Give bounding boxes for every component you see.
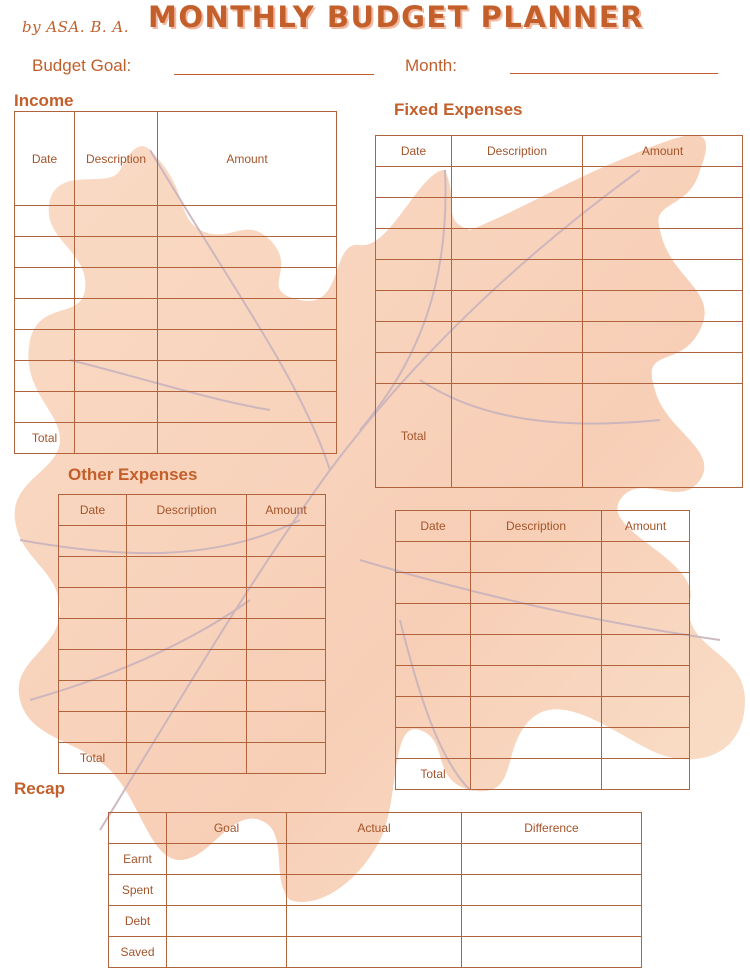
table-cell[interactable] <box>583 198 743 229</box>
table-cell[interactable] <box>167 937 287 968</box>
table-cell[interactable] <box>287 844 462 875</box>
table-cell[interactable] <box>462 875 642 906</box>
other-header-description: Description <box>127 495 247 526</box>
table-cell[interactable] <box>452 322 583 353</box>
table-cell[interactable] <box>287 906 462 937</box>
other-total-amount[interactable] <box>247 743 326 774</box>
other-expenses-heading: Other Expenses <box>68 465 198 484</box>
other-header-amount: Amount <box>247 495 326 526</box>
table-row <box>396 666 690 697</box>
table-cell[interactable] <box>167 844 287 875</box>
table-cell[interactable] <box>127 743 247 774</box>
table-cell[interactable] <box>167 906 287 937</box>
fixed-total-label: Total <box>376 384 452 488</box>
table-cell[interactable] <box>602 604 690 635</box>
table-cell[interactable] <box>247 619 326 650</box>
table-cell[interactable] <box>462 937 642 968</box>
table-cell[interactable] <box>247 712 326 743</box>
table-cell[interactable] <box>471 666 602 697</box>
table-cell[interactable] <box>247 650 326 681</box>
table-cell[interactable] <box>167 875 287 906</box>
table-cell[interactable] <box>396 573 471 604</box>
table-row <box>376 229 743 260</box>
table-cell[interactable] <box>471 542 602 573</box>
table-cell[interactable] <box>602 697 690 728</box>
table-cell[interactable] <box>59 650 127 681</box>
table-cell[interactable] <box>376 229 452 260</box>
table-cell[interactable] <box>59 619 127 650</box>
recap-header-goal: Goal <box>167 813 287 844</box>
other-total-label: Total <box>59 743 127 774</box>
table-cell[interactable] <box>127 650 247 681</box>
fixed-header-date: Date <box>376 136 452 167</box>
table-cell[interactable] <box>602 728 690 759</box>
extra-total-label: Total <box>396 759 471 790</box>
table-row <box>109 937 642 968</box>
table-cell[interactable] <box>75 237 158 268</box>
table-cell[interactable] <box>602 542 690 573</box>
table-cell[interactable] <box>158 268 337 299</box>
table-cell[interactable] <box>287 875 462 906</box>
income-header-amount: Amount <box>158 112 337 206</box>
table-cell[interactable] <box>396 542 471 573</box>
table-cell[interactable] <box>452 198 583 229</box>
table-cell[interactable] <box>452 353 583 384</box>
table-cell[interactable] <box>583 260 743 291</box>
table-row <box>59 557 326 588</box>
table-row <box>59 650 326 681</box>
table-row <box>109 906 642 937</box>
table-cell[interactable] <box>15 330 75 361</box>
table-cell[interactable] <box>247 681 326 712</box>
table-cell[interactable] <box>396 728 471 759</box>
table-cell[interactable] <box>376 260 452 291</box>
table-row-total <box>15 423 337 454</box>
table-cell[interactable] <box>583 167 743 198</box>
table-cell[interactable] <box>602 666 690 697</box>
table-cell[interactable] <box>471 728 602 759</box>
table-row <box>376 198 743 229</box>
table-cell[interactable] <box>376 291 452 322</box>
table-row <box>376 260 743 291</box>
recap-row-debt: Debt <box>109 906 167 937</box>
table-cell[interactable] <box>583 322 743 353</box>
table-cell[interactable] <box>158 206 337 237</box>
table-row <box>59 588 326 619</box>
recap-row-saved: Saved <box>109 937 167 968</box>
table-row <box>376 291 743 322</box>
other-expenses-table <box>58 494 326 774</box>
table-cell[interactable] <box>158 361 337 392</box>
table-row-total <box>59 743 326 774</box>
recap-table <box>108 812 642 968</box>
table-cell[interactable] <box>452 167 583 198</box>
table-row <box>15 268 337 299</box>
income-header-description: Description <box>75 112 158 206</box>
table-row <box>59 526 326 557</box>
table-cell[interactable] <box>59 557 127 588</box>
table-cell[interactable] <box>75 361 158 392</box>
table-cell[interactable] <box>127 588 247 619</box>
table-row <box>15 206 337 237</box>
table-cell[interactable] <box>396 604 471 635</box>
table-cell[interactable] <box>376 353 452 384</box>
table-cell[interactable] <box>59 588 127 619</box>
table-row <box>396 728 690 759</box>
table-row <box>15 237 337 268</box>
recap-heading: Recap <box>14 779 66 798</box>
recap-header-difference: Difference <box>462 813 642 844</box>
table-row <box>376 353 743 384</box>
table-cell[interactable] <box>75 268 158 299</box>
table-row <box>109 875 642 906</box>
extra-header-date: Date <box>396 511 471 542</box>
fixed-header-description: Description <box>452 136 583 167</box>
table-cell[interactable] <box>247 557 326 588</box>
table-cell[interactable] <box>247 526 326 557</box>
table-cell[interactable] <box>376 167 452 198</box>
extra-expenses-table <box>395 510 690 790</box>
table-cell[interactable] <box>158 330 337 361</box>
table-row <box>15 361 337 392</box>
table-row <box>59 619 326 650</box>
income-header-date: Date <box>15 112 75 206</box>
table-cell[interactable] <box>158 299 337 330</box>
extra-header-description: Description <box>471 511 602 542</box>
table-row <box>396 542 690 573</box>
table-row <box>396 604 690 635</box>
income-total-amount[interactable] <box>158 423 337 454</box>
budget-goal-line[interactable] <box>174 74 374 75</box>
table-cell[interactable] <box>158 392 337 423</box>
extra-total-amount[interactable] <box>602 759 690 790</box>
fixed-expenses-table <box>375 135 743 488</box>
table-cell[interactable] <box>75 206 158 237</box>
table-cell[interactable] <box>127 619 247 650</box>
table-cell[interactable] <box>15 392 75 423</box>
table-row <box>396 697 690 728</box>
recap-row-spent: Spent <box>109 875 167 906</box>
table-row <box>15 299 337 330</box>
table-cell[interactable] <box>471 573 602 604</box>
table-cell[interactable] <box>75 330 158 361</box>
table-row <box>15 330 337 361</box>
table-cell[interactable] <box>15 361 75 392</box>
table-cell[interactable] <box>376 198 452 229</box>
table-cell[interactable] <box>452 384 583 488</box>
table-cell[interactable] <box>75 392 158 423</box>
table-cell[interactable] <box>127 681 247 712</box>
table-cell[interactable] <box>462 906 642 937</box>
table-cell[interactable] <box>583 353 743 384</box>
fixed-total-amount[interactable] <box>583 384 743 488</box>
table-cell[interactable] <box>59 526 127 557</box>
table-cell[interactable] <box>59 712 127 743</box>
table-cell[interactable] <box>602 635 690 666</box>
table-cell[interactable] <box>471 604 602 635</box>
table-cell[interactable] <box>127 526 247 557</box>
table-cell[interactable] <box>158 237 337 268</box>
table-cell[interactable] <box>15 268 75 299</box>
table-cell[interactable] <box>471 697 602 728</box>
recap-header-actual: Actual <box>287 813 462 844</box>
budget-goal-label: Budget Goal: <box>32 56 132 75</box>
table-cell[interactable] <box>247 588 326 619</box>
recap-row-earnt: Earnt <box>109 844 167 875</box>
recap-header-blank <box>109 813 167 844</box>
table-row <box>376 322 743 353</box>
table-cell[interactable] <box>287 937 462 968</box>
table-row <box>15 392 337 423</box>
table-row <box>396 573 690 604</box>
table-cell[interactable] <box>462 844 642 875</box>
table-cell[interactable] <box>583 229 743 260</box>
table-row <box>59 681 326 712</box>
other-header-date: Date <box>59 495 127 526</box>
table-cell[interactable] <box>75 423 158 454</box>
table-cell[interactable] <box>583 291 743 322</box>
table-cell[interactable] <box>59 681 127 712</box>
table-cell[interactable] <box>452 260 583 291</box>
table-cell[interactable] <box>127 557 247 588</box>
income-heading: Income <box>14 91 74 110</box>
table-row-total <box>396 759 690 790</box>
table-cell[interactable] <box>15 299 75 330</box>
table-cell[interactable] <box>127 712 247 743</box>
month-line[interactable] <box>510 73 718 74</box>
table-row <box>396 635 690 666</box>
table-cell[interactable] <box>376 322 452 353</box>
table-row <box>59 712 326 743</box>
table-cell[interactable] <box>15 237 75 268</box>
page-title: MONTHLY BUDGET PLANNER <box>148 0 644 34</box>
fixed-header-amount: Amount <box>583 136 743 167</box>
table-cell[interactable] <box>452 229 583 260</box>
table-row <box>376 167 743 198</box>
table-row-total <box>376 384 743 488</box>
month-label: Month: <box>405 56 457 75</box>
table-cell[interactable] <box>452 291 583 322</box>
table-cell[interactable] <box>75 299 158 330</box>
table-row <box>109 844 642 875</box>
table-cell[interactable] <box>471 635 602 666</box>
extra-header-amount: Amount <box>602 511 690 542</box>
income-table <box>14 111 337 454</box>
income-total-label: Total <box>15 423 75 454</box>
table-cell[interactable] <box>396 666 471 697</box>
author-credit: by ASA. B. A. <box>22 18 129 36</box>
fixed-expenses-heading: Fixed Expenses <box>394 100 523 119</box>
table-cell[interactable] <box>471 759 602 790</box>
table-cell[interactable] <box>396 635 471 666</box>
table-cell[interactable] <box>15 206 75 237</box>
table-cell[interactable] <box>396 697 471 728</box>
table-cell[interactable] <box>602 573 690 604</box>
